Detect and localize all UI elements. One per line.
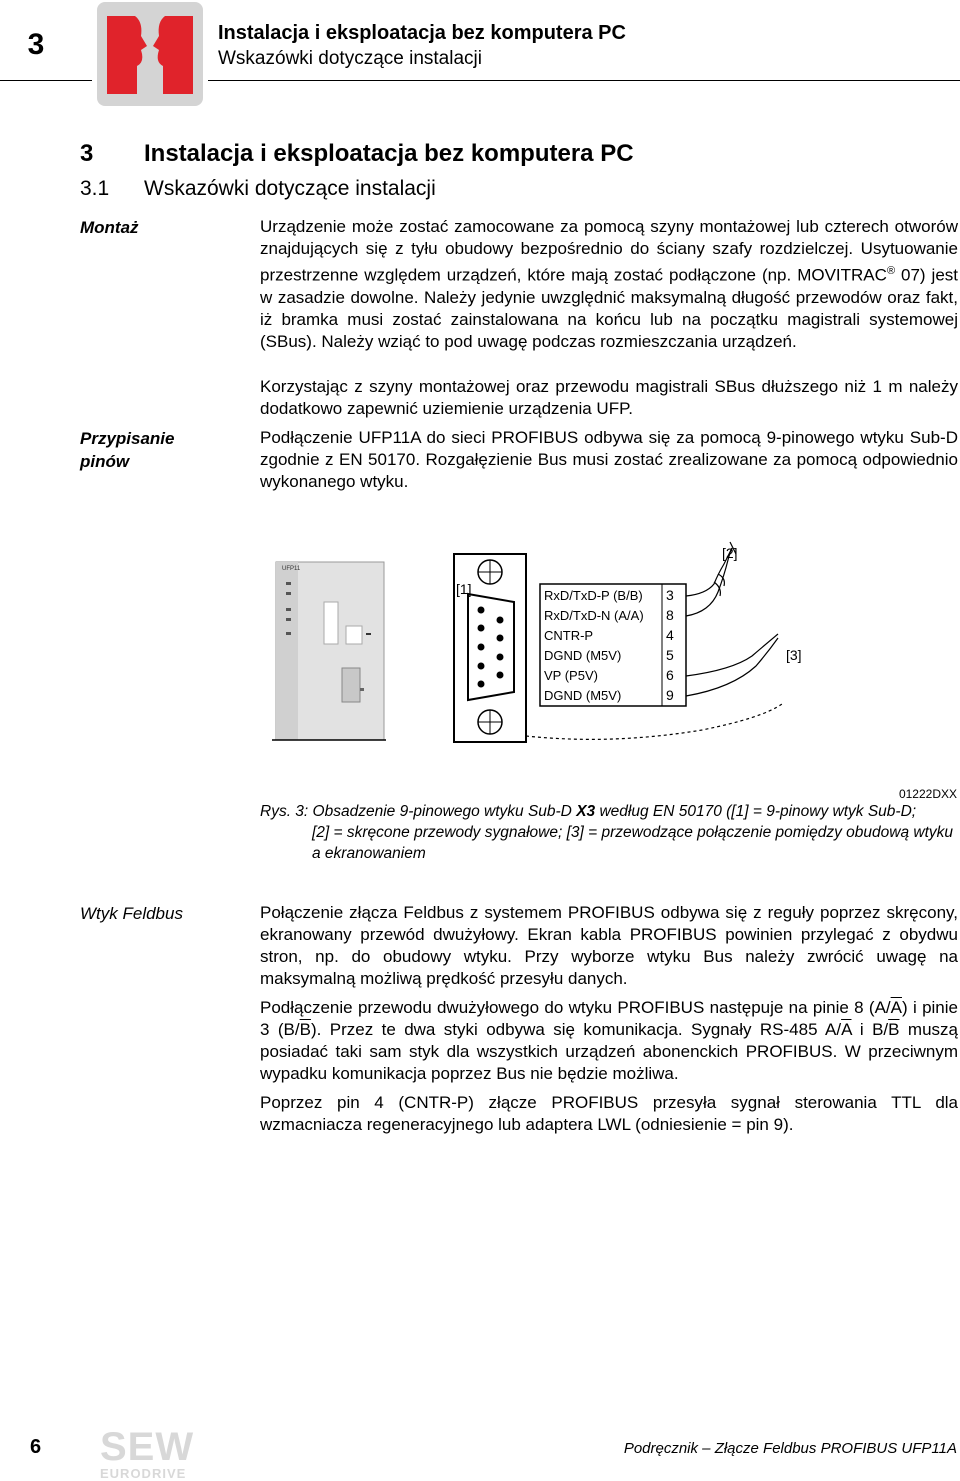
chapter-number: 3 [27,28,45,61]
montaz-paragraph-2: Korzystając z szyny montażowej oraz przewodu magistrali SBus dłuższego niż 1 m należy dodatkowo zapewnić uziemienie urządzenia UFP. [260,377,958,418]
pin-assignment-label-line1: Przypisanie [80,429,175,448]
faces-logo-icon [97,2,203,106]
caption-part-c: [2] = skręcone przewody sygnałowe; [3] = przewodzące połączenie pomiędzy obudową wtyku a ekranowaniem [312,824,954,862]
subsection-heading-number: 3.1 [80,177,110,200]
callout-1: [1] [456,581,472,597]
pin-number-5: 6 [666,667,674,683]
fieldbus-paragraph-1: Połączenie złącza Feldbus z systemem PROFIBUS odbywa się z reguły poprzez skręcony, ekranowany przewód dwużyłowy. Ekran kabla PROFIBUS powinien przylegać z obydwu stron, np. do obudowy wtyku. Przy wyborze wtyku Bus należy zwrócić uwagę na maksymalną możliwą prędkość przesyłu danych. [260,903,958,988]
header-subtitle: Wskazówki dotyczące instalacji [218,48,482,69]
pin-number-1: 3 [666,587,674,603]
caption-part-a: Rys. 3: Obsadzenie 9-pinowego wtyku Sub-D [260,803,577,820]
device-label: UFP11 [282,566,301,572]
callout-3: [3] [786,647,802,663]
callout-2: [2] [722,545,738,561]
fb-p2-a2-bar: $\overline{A}$ [841,1020,852,1039]
montaz-p1-part-b: 07) jest w zasadzie dowolne. Należy jedynie uwzględnić maksymalną długość przewodów oraz fakt, iż bramka musi zostać zainstalowana na końcu lub na początku magistrali systemowej (SBus). Należy wziąć to pod uwagę podczas rozmieszczania urządzeń. [260,265,958,351]
header-title: Instalacja i eksploatacja bez komputera PC [218,22,626,44]
connector-figure [262,540,822,745]
subsection-heading-text: Wskazówki dotyczące instalacji [144,177,436,200]
fieldbus-paragraph-3: Poprzez pin 4 (CNTR-P) złącze PROFIBUS przesyła sygnał sterowania TTL dla wzmacniacza regeneracyjnego lub adaptera LWL (odniesienie = pin 9). [260,1093,958,1134]
caption-bold: X3 [576,803,596,820]
page-number: 6 [30,1436,42,1458]
sub-d-connector [454,554,526,742]
pin-number-4: 5 [666,647,674,663]
section-heading-text: Instalacja i eksploatacja bez komputera PC [144,140,634,167]
registered-mark: ® [886,265,896,277]
fb-p2-b2-bar: $\overline{B}$ [888,1020,900,1039]
section-heading [80,140,634,168]
pin-number-3: 4 [666,627,674,643]
caption-part-b: według EN 50170 ([1] = 9-pinowy wtyk Sub-D; [595,803,917,820]
fb-p2-d: i B/ [851,1020,889,1039]
pin-signal-6: DGND (M5V) [544,688,622,703]
header-rule-left [0,80,92,81]
pin-number-6: 9 [666,687,674,703]
montaz-label: Montaż [80,218,139,237]
pin-signal-1: RxD/TxD-P (B/B) [544,588,643,603]
montaz-p1-part-a: Urządzenie może zostać zamocowane za pomocą szyny montażowej lub czterech otworów znajdujących się z tyłu obudowy bezpośrednio do ściany szafy rozdzielczej. Usytuowanie przestrzenne względem urządzeń, które mają zostać podłączone (np. MOVITRAC [260,217,958,285]
logo-text-sew: SEW [100,1425,195,1469]
fb-p2-a-bar: $\overline{A}$ [890,998,902,1017]
logo-text-eurodrive: EURODRIVE [100,1466,187,1481]
montaz-paragraph-1 [260,216,958,353]
fieldbus-plug-label: Wtyk Feldbus [80,904,183,923]
fb-p2-a: Podłączenie przewodu dwużyłowego do wtyku PROFIBUS następuje na pinie 8 (A/ [260,998,891,1017]
pin-assignment-label [80,427,175,473]
fb-p2-b: ) i pinie 3 (B/ [260,998,958,1039]
section-heading-number: 3 [80,140,94,167]
subsection-heading [80,177,436,201]
pin-assignment-paragraph: Podłączenie UFP11A do sieci PROFIBUS odbywa się za pomocą 9-pinowego wtyku Sub-D zgodnie z EN 50170. Rozgałęzienie Bus musi zostać zrealizowane za pomocą odpowiednio wykonanego wtyku. [260,428,958,491]
fb-p2-b-bar: $\overline{B}$ [299,1020,311,1039]
sew-eurodrive-logo [100,1425,195,1481]
device-illustration [272,562,386,740]
fb-p2-e: muszą posiadać taki sam styk dla wszystkich urządzeń abonenckich PROFIBUS. W przeciwnym wypadku komunikacja poprzez Bus nie będzie możliwa. [260,1020,958,1083]
pin-number-2: 8 [666,607,674,623]
figure-caption [260,801,958,864]
figure-code: 01222DXX [898,787,957,801]
header-rule-right [208,80,960,81]
pin-table [540,584,686,706]
pin-signal-5: VP (P5V) [544,668,598,683]
pin-signal-3: CNTR-P [544,628,594,643]
pin-signal-4: DGND (M5V) [544,648,622,663]
pin-signal-2: RxD/TxD-N (A/A) [544,608,644,623]
fieldbus-paragraph-2 [260,997,958,1085]
footer-doc-title: Podręcznik – Złącze Feldbus PROFIBUS UFP11A [623,1440,957,1457]
fb-p2-c: ). Przez te dwa styki odbywa się komunikacja. Sygnały RS-485 A/ [310,1020,842,1039]
pin-assignment-label-line2: pinów [80,452,130,471]
